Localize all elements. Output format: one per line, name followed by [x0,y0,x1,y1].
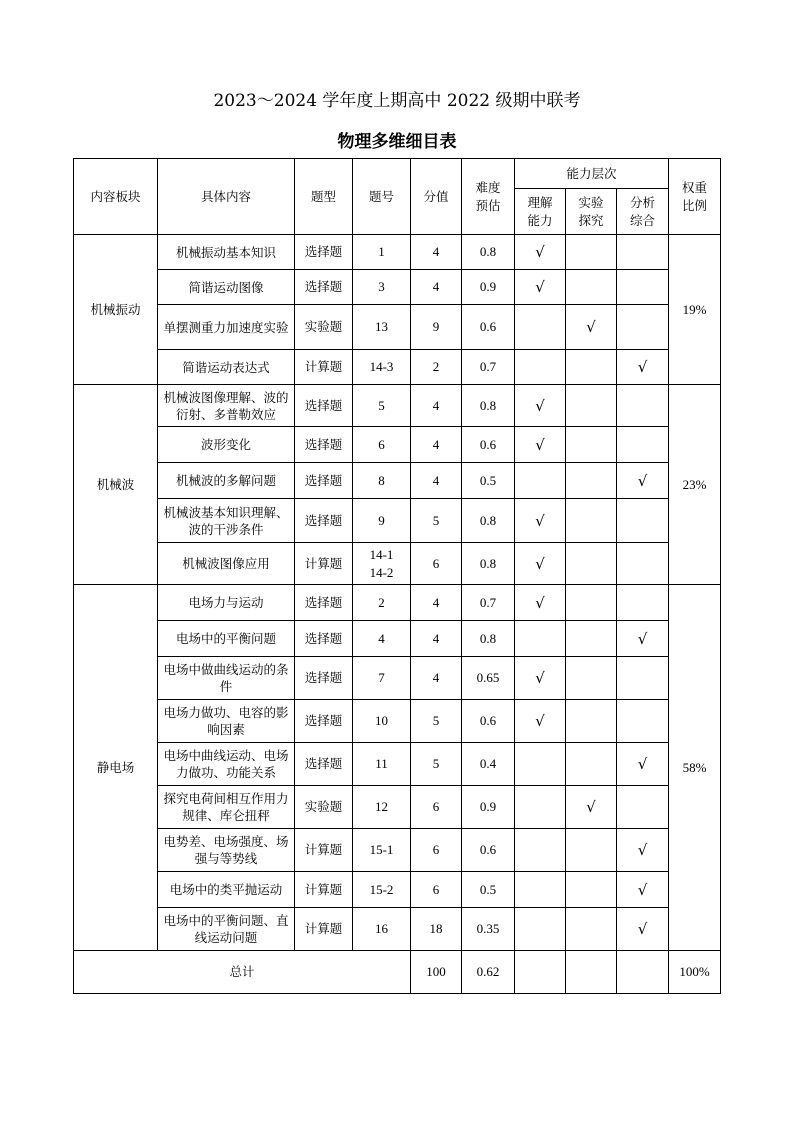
total-weight: 100% [669,951,721,994]
cell-content: 机械波图像应用 [158,543,295,585]
header-content: 具体内容 [158,159,295,235]
table-row [74,700,721,743]
cell-type: 计算题 [295,908,353,951]
cell-score: 6 [411,786,462,829]
cell-content: 电场中做曲线运动的条件 [158,657,295,700]
cell-score: 4 [411,463,462,499]
cell-understand: √ [515,700,566,743]
cell-type: 选择题 [295,235,353,270]
cell-understand [515,829,566,872]
cell-analysis [617,499,669,543]
table-row [74,621,721,657]
cell-experiment: √ [566,305,617,350]
cell-number: 15-2 [353,872,411,908]
cell-score: 4 [411,621,462,657]
cell-experiment [566,499,617,543]
cell-number: 5 [353,385,411,427]
cell-type: 计算题 [295,872,353,908]
cell-content: 电场力做功、电容的影响因素 [158,700,295,743]
cell-analysis [617,700,669,743]
cell-type: 计算题 [295,829,353,872]
table-row [74,159,721,189]
cell-number: 15-1 [353,829,411,872]
section-weight: 19% [669,235,721,385]
cell-difficulty: 0.5 [462,872,515,908]
cell-number: 1 [353,235,411,270]
table-row [74,305,721,350]
table-row [74,385,721,427]
cell-difficulty: 0.8 [462,385,515,427]
cell-understand [515,872,566,908]
cell-score: 5 [411,743,462,786]
cell-score: 6 [411,543,462,585]
cell-content: 电场中曲线运动、电场力做功、功能关系 [158,743,295,786]
cell-analysis: √ [617,908,669,951]
table-row [74,585,721,621]
section-weight: 23% [669,385,721,585]
table-row [74,743,721,786]
cell-understand [515,463,566,499]
table-row [74,235,721,270]
cell-understand: √ [515,270,566,305]
cell-number: 6 [353,427,411,463]
cell-difficulty: 0.9 [462,270,515,305]
cell-content: 电场中的类平抛运动 [158,872,295,908]
cell-experiment [566,621,617,657]
cell-difficulty: 0.6 [462,305,515,350]
cell-experiment [566,657,617,700]
cell-analysis [617,385,669,427]
cell-experiment [566,585,617,621]
table-row [74,908,721,951]
cell-score: 4 [411,270,462,305]
cell-understand [515,305,566,350]
total-score: 100 [411,951,462,994]
cell-experiment: √ [566,786,617,829]
cell-experiment [566,385,617,427]
cell-understand: √ [515,543,566,585]
cell-experiment [566,700,617,743]
cell-content: 电势差、电场强度、场强与等势线 [158,829,295,872]
cell-type: 选择题 [295,427,353,463]
cell-type: 选择题 [295,463,353,499]
cell-score: 5 [411,700,462,743]
cell-number: 11 [353,743,411,786]
cell-understand: √ [515,657,566,700]
cell-understand [515,350,566,385]
table-row [74,427,721,463]
cell-content: 单摆测重力加速度实验 [158,305,295,350]
cell-experiment [566,427,617,463]
header-experiment: 实验 探究 [566,189,617,235]
table-row [74,543,721,585]
total-analysis [617,951,669,994]
header-type: 题型 [295,159,353,235]
cell-experiment [566,743,617,786]
cell-analysis: √ [617,872,669,908]
cell-experiment [566,270,617,305]
cell-type: 选择题 [295,270,353,305]
header-analysis: 分析 综合 [617,189,669,235]
cell-analysis: √ [617,621,669,657]
cell-experiment [566,543,617,585]
cell-difficulty: 0.8 [462,543,515,585]
cell-content: 机械波图像理解、波的衍射、多普勒效应 [158,385,295,427]
cell-difficulty: 0.8 [462,621,515,657]
cell-analysis: √ [617,463,669,499]
cell-type: 计算题 [295,543,353,585]
section-module: 静电场 [74,585,158,951]
cell-content: 简谐运动图像 [158,270,295,305]
cell-number: 4 [353,621,411,657]
cell-analysis [617,270,669,305]
cell-score: 6 [411,872,462,908]
cell-content: 电场力与运动 [158,585,295,621]
cell-score: 4 [411,427,462,463]
table-row [74,786,721,829]
total-difficulty: 0.62 [462,951,515,994]
cell-difficulty: 0.9 [462,786,515,829]
cell-analysis [617,427,669,463]
document-title: 2023～2024 学年度上期高中 2022 级期中联考 [213,91,581,111]
cell-difficulty: 0.4 [462,743,515,786]
cell-difficulty: 0.8 [462,499,515,543]
section-module: 机械波 [74,385,158,585]
cell-number: 2 [353,585,411,621]
cell-analysis [617,657,669,700]
cell-difficulty: 0.35 [462,908,515,951]
header-score: 分值 [411,159,462,235]
table-row [74,350,721,385]
total-experiment [566,951,617,994]
section-weight: 58% [669,585,721,951]
cell-type: 计算题 [295,350,353,385]
table-row [74,499,721,543]
cell-understand: √ [515,585,566,621]
cell-experiment [566,872,617,908]
cell-score: 18 [411,908,462,951]
cell-content: 电场中的平衡问题 [158,621,295,657]
header-difficulty: 难度 预估 [462,159,515,235]
cell-score: 9 [411,305,462,350]
cell-content: 机械波基本知识理解、波的干涉条件 [158,499,295,543]
table-row [74,463,721,499]
cell-analysis [617,543,669,585]
cell-understand: √ [515,427,566,463]
cell-content: 机械振动基本知识 [158,235,295,270]
cell-understand: √ [515,499,566,543]
cell-type: 实验题 [295,786,353,829]
table-row [74,657,721,700]
cell-experiment [566,829,617,872]
cell-number: 13 [353,305,411,350]
cell-type: 选择题 [295,385,353,427]
header-understand: 理解 能力 [515,189,566,235]
cell-score: 4 [411,385,462,427]
header-module: 内容板块 [74,159,158,235]
cell-analysis: √ [617,829,669,872]
cell-content: 探究电荷间相互作用力规律、库仑扭秤 [158,786,295,829]
cell-difficulty: 0.8 [462,235,515,270]
cell-analysis: √ [617,350,669,385]
cell-experiment [566,350,617,385]
cell-score: 5 [411,499,462,543]
cell-difficulty: 0.6 [462,829,515,872]
cell-understand [515,743,566,786]
cell-number: 10 [353,700,411,743]
cell-analysis [617,305,669,350]
specification-table [73,158,721,994]
cell-understand [515,621,566,657]
table-body [74,159,721,994]
header-ability: 能力层次 [515,159,669,189]
cell-understand [515,786,566,829]
cell-analysis [617,786,669,829]
total-understand [515,951,566,994]
cell-number: 3 [353,270,411,305]
cell-type: 选择题 [295,621,353,657]
table-row [74,951,721,994]
cell-number: 12 [353,786,411,829]
table-row [74,270,721,305]
cell-score: 4 [411,657,462,700]
cell-content: 机械波的多解问题 [158,463,295,499]
cell-type: 实验题 [295,305,353,350]
cell-number: 16 [353,908,411,951]
cell-experiment [566,908,617,951]
cell-experiment [566,463,617,499]
cell-number: 9 [353,499,411,543]
cell-difficulty: 0.6 [462,427,515,463]
cell-type: 选择题 [295,585,353,621]
total-label: 总计 [74,951,411,994]
cell-difficulty: 0.5 [462,463,515,499]
cell-experiment [566,235,617,270]
cell-number: 14-3 [353,350,411,385]
section-module: 机械振动 [74,235,158,385]
cell-understand [515,908,566,951]
cell-understand: √ [515,385,566,427]
cell-type: 选择题 [295,499,353,543]
cell-content: 电场中的平衡问题、直线运动问题 [158,908,295,951]
cell-score: 2 [411,350,462,385]
cell-difficulty: 0.65 [462,657,515,700]
cell-understand: √ [515,235,566,270]
cell-number: 7 [353,657,411,700]
header-number: 题号 [353,159,411,235]
cell-difficulty: 0.6 [462,700,515,743]
table-title: 物理多维细目表 [337,132,457,152]
table-row [74,829,721,872]
cell-difficulty: 0.7 [462,585,515,621]
cell-type: 选择题 [295,700,353,743]
cell-analysis [617,585,669,621]
cell-analysis [617,235,669,270]
cell-type: 选择题 [295,657,353,700]
cell-score: 4 [411,235,462,270]
header-weight: 权重 比例 [669,159,721,235]
cell-score: 6 [411,829,462,872]
cell-difficulty: 0.7 [462,350,515,385]
cell-number: 14-1 14-2 [353,543,411,585]
cell-content: 简谐运动表达式 [158,350,295,385]
cell-type: 选择题 [295,743,353,786]
cell-score: 4 [411,585,462,621]
cell-number: 8 [353,463,411,499]
cell-content: 波形变化 [158,427,295,463]
table-row [74,872,721,908]
cell-analysis: √ [617,743,669,786]
